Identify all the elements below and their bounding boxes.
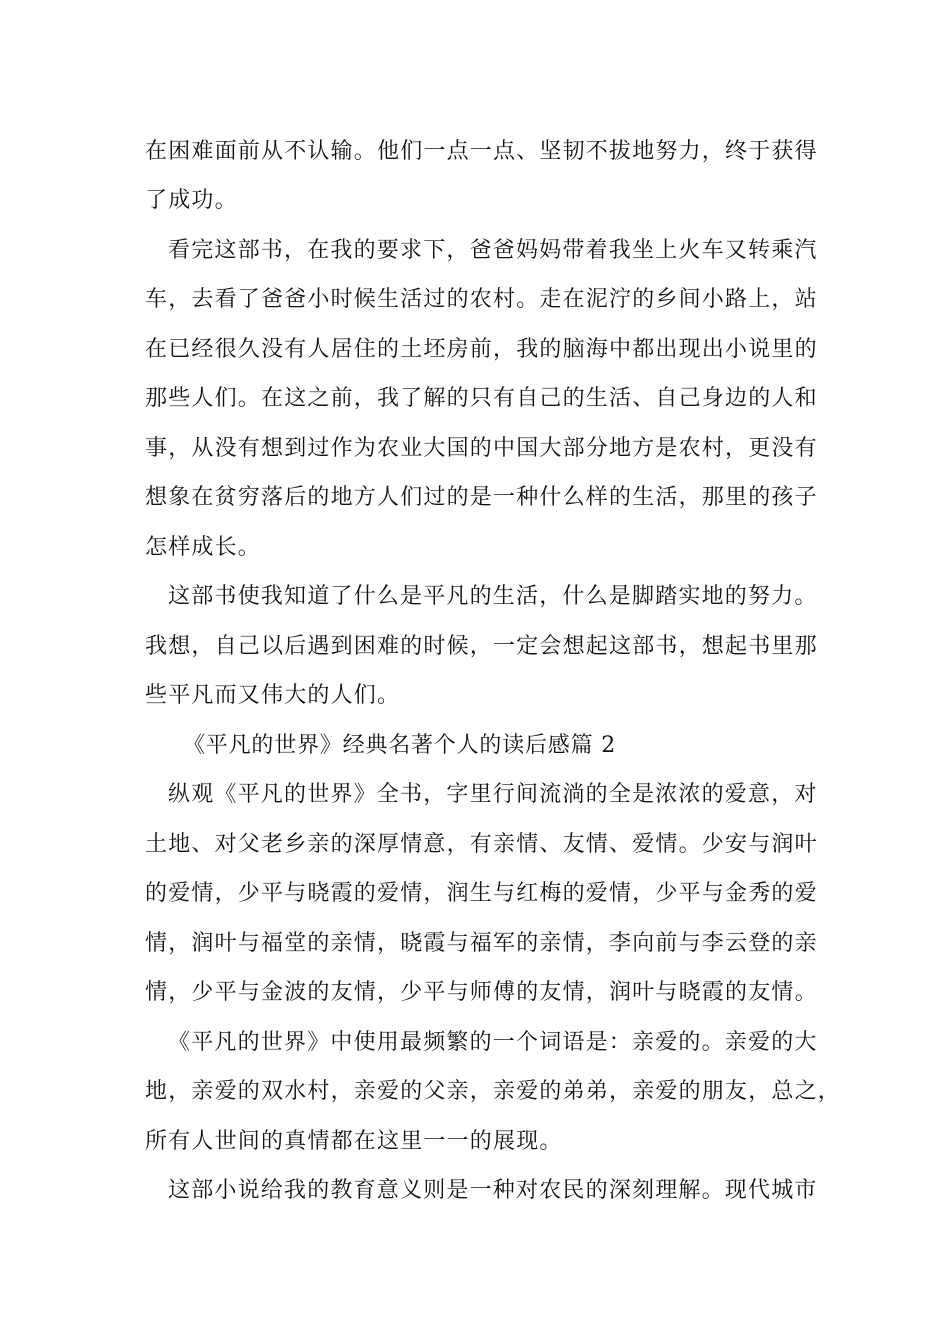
paragraph-line: 《平凡的世界》中使用最频繁的一个词语是：亲爱的。亲爱的大 (168, 1030, 818, 1055)
paragraph-line: 纵观《平凡的世界》全书，字里行间流淌的全是浓浓的爱意，对 (168, 782, 818, 807)
paragraph-line: 情，润叶与福堂的亲情，晓霞与福军的亲情，李向前与李云登的亲 (145, 931, 818, 956)
paragraph-line: 的爱情，少平与晓霞的爱情，润生与红梅的爱情，少平与金秀的爱 (145, 881, 818, 906)
paragraph-line: 了成功。 (145, 188, 238, 213)
paragraph-line: 事，从没有想到过作为农业大国的中国大部分地方是农村，更没有 (145, 436, 818, 461)
paragraph-line: 那些人们。在这之前，我了解的只有自己的生活、自己身边的人和 (145, 386, 818, 411)
paragraph-line: 所有人世间的真情都在这里一一的展现。 (145, 1129, 563, 1154)
paragraph-line: 车，去看了爸爸小时候生活过的农村。走在泥泞的乡间小路上，站 (145, 287, 818, 312)
paragraph-line: 我想，自己以后遇到困难的时候，一定会想起这部书，想起书里那 (145, 634, 818, 659)
paragraph-line: 怎样成长。 (145, 535, 262, 560)
paragraph-line: 情，少平与金波的友情，少平与师傅的友情，润叶与晓霞的友情。 (145, 980, 818, 1005)
paragraph-line: 在困难面前从不认输。他们一点一点、坚韧不拔地努力，终于获得 (145, 139, 818, 164)
paragraph-line: 在已经很久没有人居住的土坯房前，我的脑海中都出现出小说里的 (145, 337, 818, 362)
paragraph-line: 些平凡而又伟大的人们。 (145, 683, 401, 708)
paragraph-line: 看完这部书，在我的要求下，爸爸妈妈带着我坐上火车又转乘汽 (168, 238, 818, 263)
paragraph-line: 土地、对父老乡亲的深厚情意，有亲情、友情、爱情。少安与润叶 (145, 832, 818, 857)
paragraph-line: 这部小说给我的教育意义则是一种对农民的深刻理解。现代城市 (168, 1178, 818, 1203)
paragraph-line: 地，亲爱的双水村，亲爱的父亲，亲爱的弟弟，亲爱的朋友，总之， (145, 1079, 842, 1104)
paragraph-line: 想象在贫穷落后的地方人们过的是一种什么样的生活，那里的孩子 (145, 485, 818, 510)
paragraph-line: 这部书使我知道了什么是平凡的生活，什么是脚踏实地的努力。 (168, 584, 818, 609)
section-heading: 《平凡的世界》经典名著个人的读后感篇 2 (183, 733, 616, 758)
